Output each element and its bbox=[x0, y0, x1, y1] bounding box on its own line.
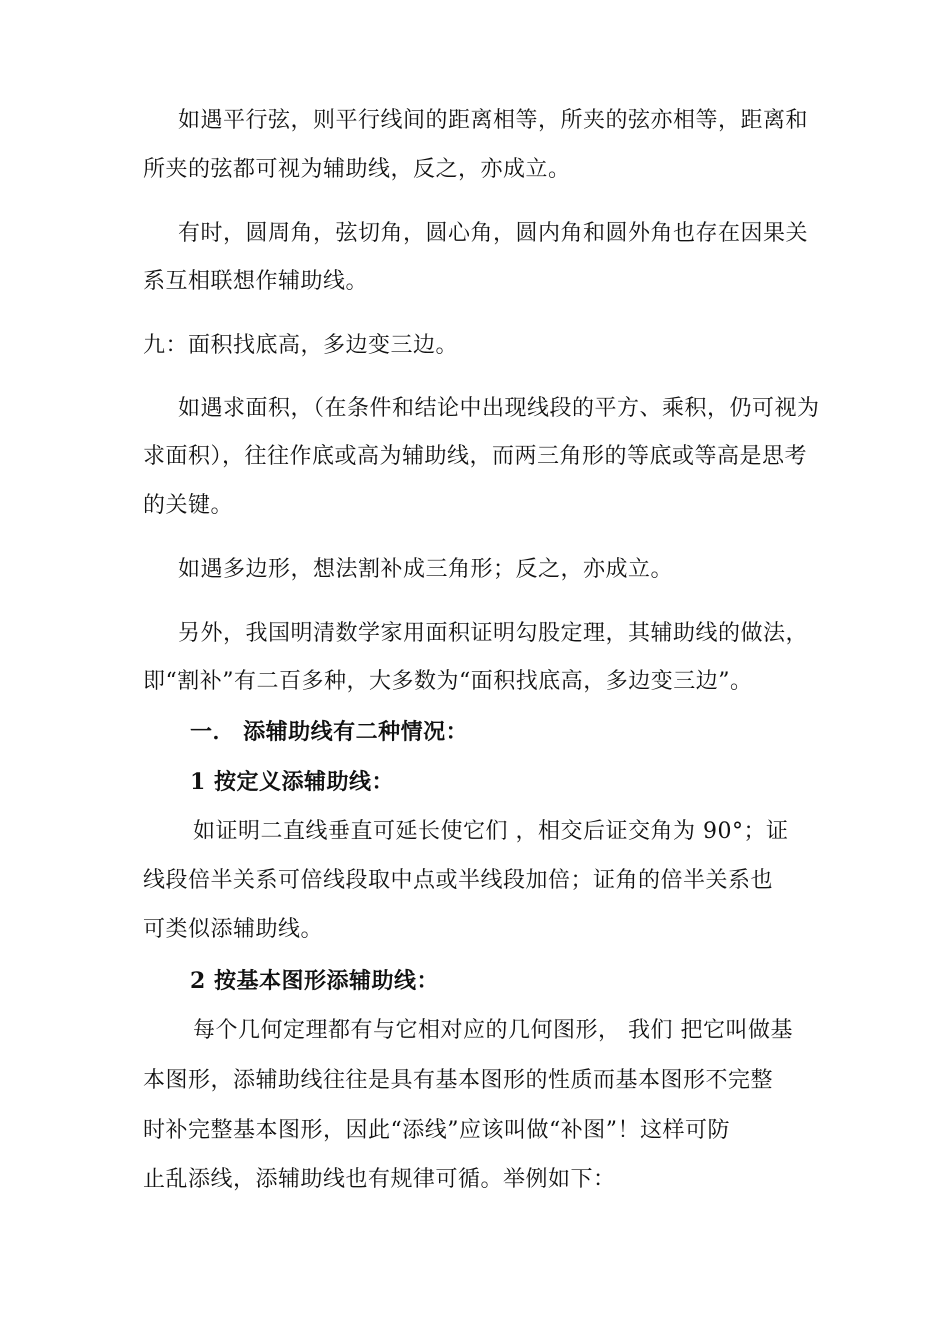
p5-line1: 如遇多边形，想法割补成三角形；反之，亦成立。 bbox=[178, 557, 674, 582]
p8-line2: 线段倍半关系可倍线段取中点或半线段加倍；证角的倍半关系也 bbox=[143, 868, 774, 893]
p2-line2: 系互相联想作辅助线。 bbox=[143, 269, 369, 294]
p10-line1: 每个几何定理都有与它相对应的几何图形， 我们 把它叫做基 bbox=[193, 1018, 793, 1043]
p10-line4: 止乱添线，添辅助线也有规律可循。举例如下： bbox=[143, 1167, 616, 1192]
p4-line2: 求面积），往往作底或高为辅助线，而两三角形的等底或等高是思考 bbox=[143, 444, 808, 469]
heading-by-basic-figure: 2 按基本图形添辅助线： bbox=[190, 968, 439, 994]
p8-line1: 如证明二直线垂直可延长使它们 ，相交后证交角为 90°；证 bbox=[193, 819, 789, 844]
p6-line2: 即“割补”有二百多种，大多数为“面积找底高，多边变三边”。 bbox=[143, 669, 753, 694]
p2-line1: 有时，圆周角，弦切角，圆心角，圆内角和圆外角也存在因果关 bbox=[178, 221, 809, 246]
p4-line1: 如遇求面积，（在条件和结论中出现线段的平方、乘积，仍可视为 bbox=[178, 396, 820, 421]
section-nine-heading: 九：面积找底高，多边变三边。 bbox=[143, 333, 459, 358]
p1-line1: 如遇平行弦，则平行线间的距离相等，所夹的弦亦相等，距离和 bbox=[178, 108, 809, 133]
heading-two-cases: 一． 添辅助线有二种情况： bbox=[190, 719, 469, 745]
p8-line3: 可类似添辅助线。 bbox=[143, 917, 324, 942]
heading-by-definition: 1 按定义添辅助线： bbox=[190, 769, 394, 795]
p4-line3: 的关键。 bbox=[143, 493, 234, 518]
p10-line3: 时补完整基本图形，因此“添线”应该叫做“补图”！这样可防 bbox=[143, 1118, 730, 1143]
p1-line2: 所夹的弦都可视为辅助线，反之，亦成立。 bbox=[143, 157, 571, 182]
p10-line2: 本图形，添辅助线往往是具有基本图形的性质而基本图形不完整 bbox=[143, 1068, 774, 1093]
p6-line1: 另外，我国明清数学家用面积证明勾股定理，其辅助线的做法， bbox=[178, 621, 809, 646]
